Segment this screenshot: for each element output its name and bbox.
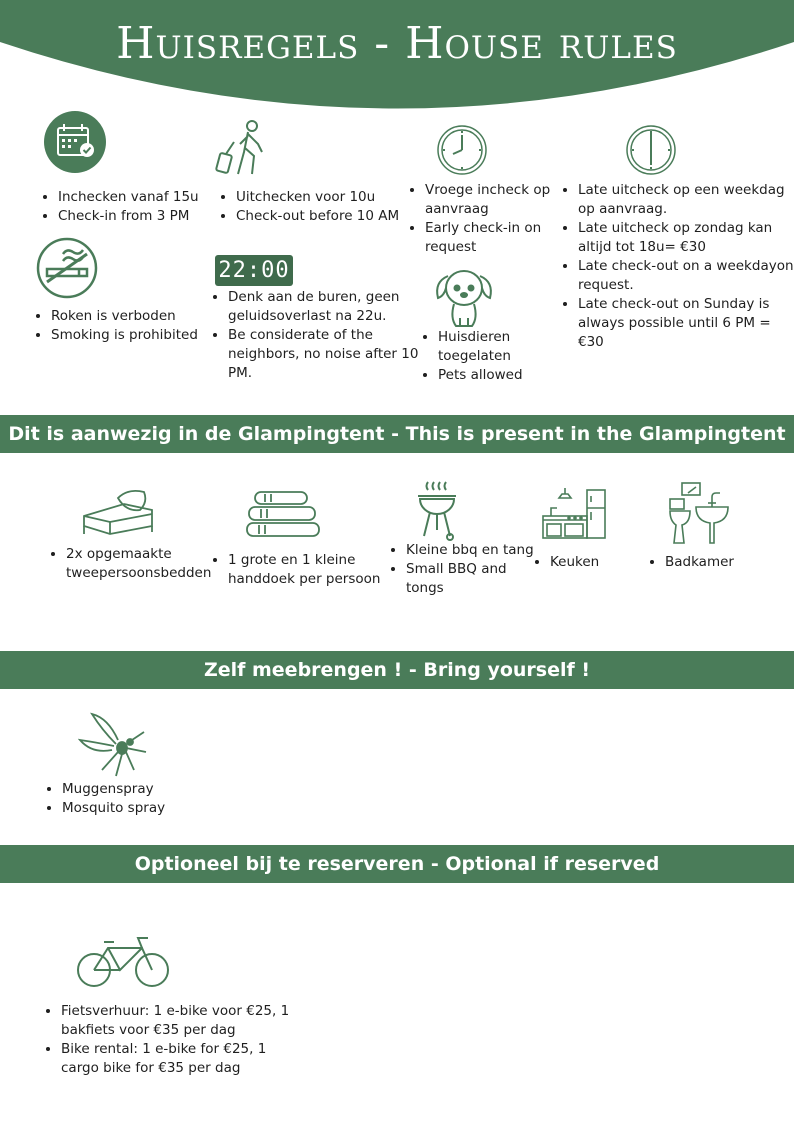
dog-icon: [432, 262, 496, 330]
smoking-list: [29, 307, 231, 345]
optional-list: [39, 1002, 291, 1078]
bbq-list: [384, 541, 536, 598]
list-item: • Uitchecken voor 10u: [236, 188, 416, 207]
page-title: Huisregels - House rules: [116, 18, 678, 69]
list-item: • Late check-out on a weekdayon request.: [578, 257, 794, 295]
digital-clock-text: 22:00: [218, 258, 290, 283]
towels-icon: [245, 490, 321, 538]
list-item: • Check-in from 3 PM: [58, 207, 228, 226]
checkin-list: [36, 188, 228, 226]
bbq-icon: [414, 480, 460, 542]
list-item: • Badkamer: [665, 553, 794, 572]
section-heading-bring: Zelf meebrengen ! - Bring yourself !: [0, 651, 794, 689]
digital-clock-icon: [215, 255, 293, 286]
list-item: • Smoking is prohibited: [51, 326, 231, 345]
no-smoking-icon: [35, 236, 99, 300]
list-item: • Late uitcheck op een weekdag op aanvraag.: [578, 181, 794, 219]
list-item: • Keuken: [550, 553, 660, 572]
traveler-suitcase-icon: [212, 118, 272, 178]
clock-icon: [436, 124, 488, 176]
checkout-list: [214, 188, 416, 226]
list-item: • Muggenspray: [62, 780, 232, 799]
list-item: • Kleine bbq en tang: [406, 541, 536, 560]
list-item: • Bike rental: 1 e-bike for €25, 1 cargo bike for €35 per dag: [61, 1040, 291, 1078]
noise-list: [206, 288, 428, 383]
header-banner: [0, 0, 794, 122]
bathroom-icon: [668, 481, 730, 545]
calendar-check-icon: [44, 111, 106, 173]
mosquito-icon: [78, 710, 150, 778]
list-item: • Small BBQ and tongs: [406, 560, 536, 598]
list-item: • Vroege incheck op aanvraag: [425, 181, 565, 219]
list-item: • Check-out before 10 AM: [236, 207, 416, 226]
list-item: • 1 grote en 1 kleine handdoek per persoon: [228, 551, 408, 589]
bed-icon: [80, 486, 158, 538]
list-item: • Late check-out on Sunday is always possible until 6 PM = €30: [578, 295, 794, 352]
list-item: • 2x opgemaakte tweepersoonsbedden: [66, 545, 226, 583]
list-item: • Fietsverhuur: 1 e-bike voor €25, 1 bakfiets voor €35 per dag: [61, 1002, 291, 1040]
bicycle-icon: [76, 934, 170, 988]
list-item: • Be considerate of the neighbors, no noise after 10 PM.: [228, 326, 428, 383]
early-checkin-list: [403, 181, 565, 257]
pets-list: [416, 328, 558, 385]
clock-icon: [625, 124, 677, 176]
list-item: • Mosquito spray: [62, 799, 232, 818]
kitchen-list: [528, 553, 660, 572]
list-item: • Late uitcheck op zondag kan altijd tot 18u= €30: [578, 219, 794, 257]
late-checkout-list: [556, 181, 794, 352]
bring-list: [40, 780, 232, 818]
section-heading-optional: Optioneel bij te reserveren - Optional if reserved: [0, 845, 794, 883]
section-heading-present: Dit is aanwezig in de Glampingtent - This is present in the Glampingtent: [0, 415, 794, 453]
bathroom-list: [643, 553, 794, 572]
list-item: • Early check-in on request: [425, 219, 565, 257]
beds-list: [44, 545, 226, 583]
list-item: • Huisdieren toegelaten: [438, 328, 558, 366]
list-item: • Inchecken vanaf 15u: [58, 188, 228, 207]
list-item: • Pets allowed: [438, 366, 558, 385]
list-item: • Denk aan de buren, geen geluidsoverlast na 22u.: [228, 288, 428, 326]
list-item: • Roken is verboden: [51, 307, 231, 326]
towels-list: [206, 551, 408, 589]
kitchen-icon: [541, 486, 607, 540]
